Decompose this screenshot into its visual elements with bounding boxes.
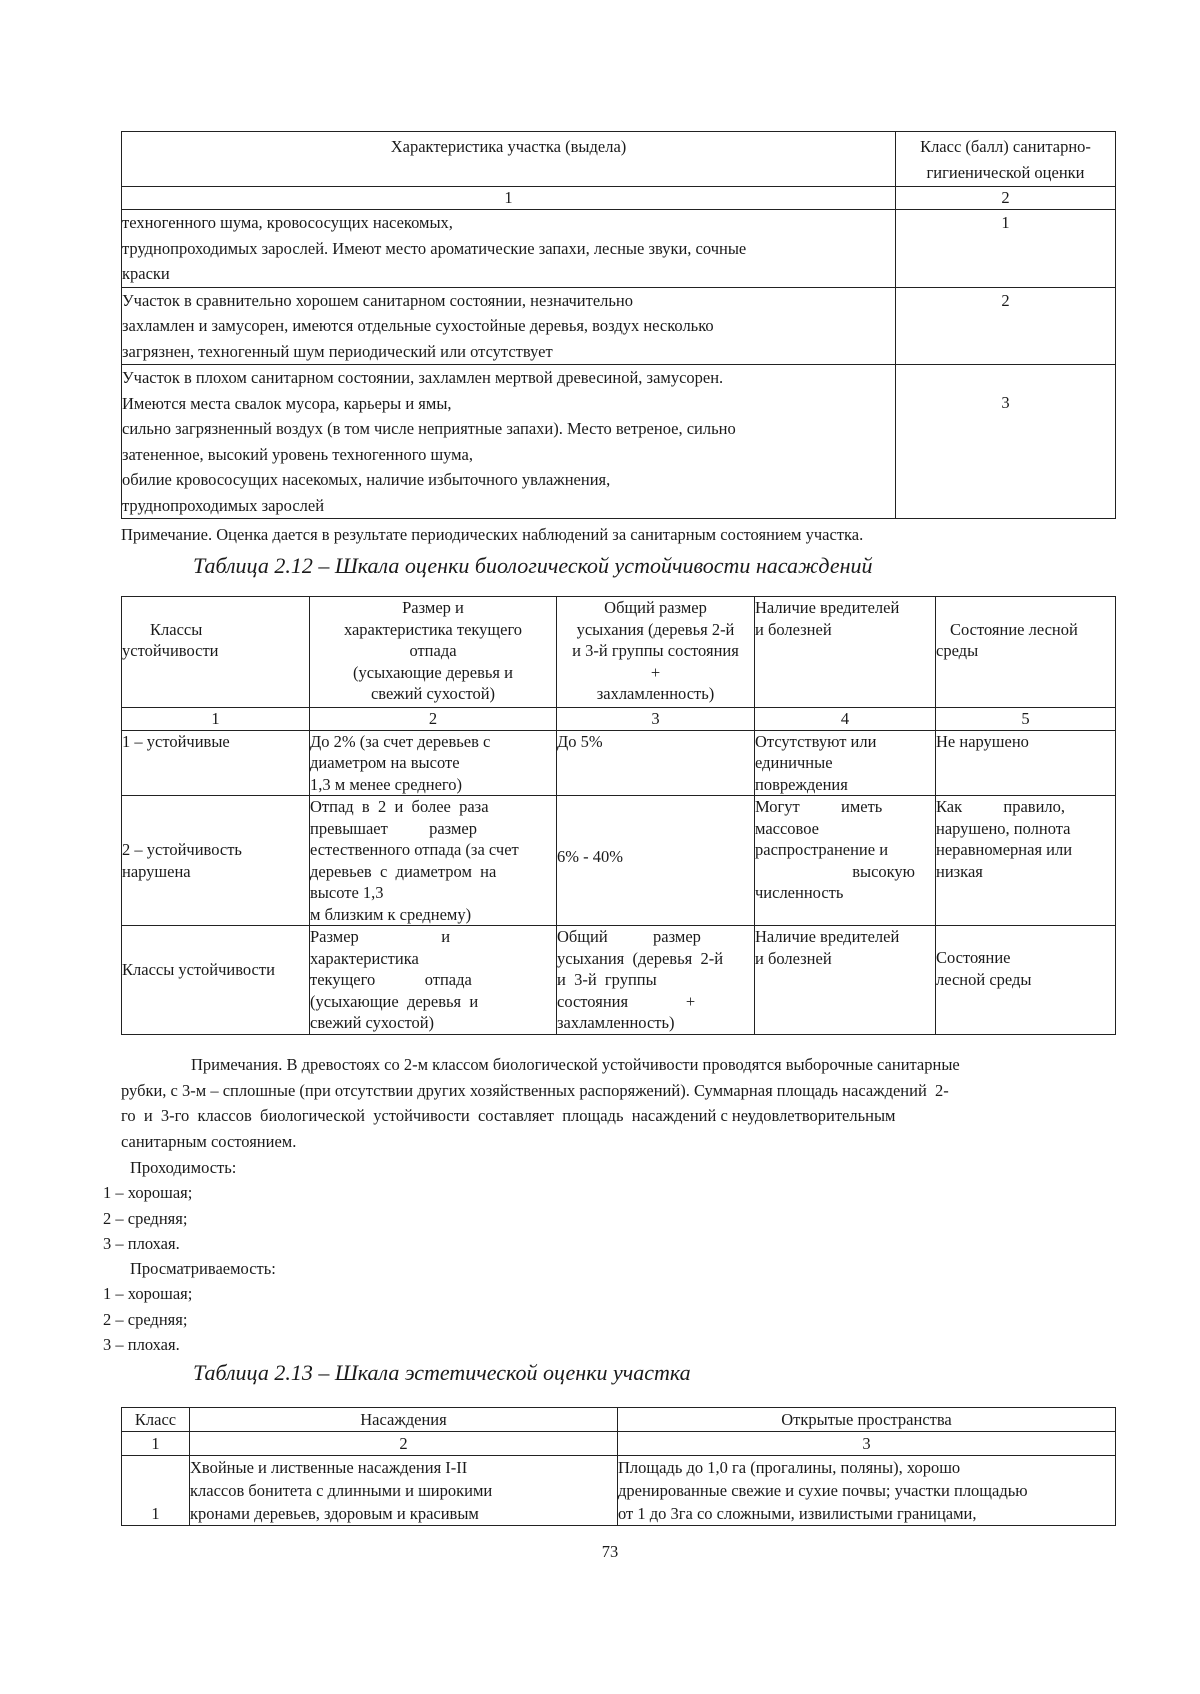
text-line: и болезней xyxy=(755,948,832,968)
text-line: го и 3-го классов биологической устойчивости составляет площадь насаждений с неудовлетворительным xyxy=(121,1106,896,1125)
current-loss-cell xyxy=(310,796,557,926)
row-class: 2 xyxy=(896,287,1116,365)
column-number-row xyxy=(122,1432,1116,1456)
stands-cell xyxy=(190,1456,618,1526)
notes-paragraph xyxy=(121,1052,1115,1154)
text-line: Примечания. В древостоях со 2-м классом биологической устойчивости проводятся выборочные санитарные xyxy=(191,1055,960,1074)
header-forest-environment xyxy=(936,597,1116,708)
aesthetic-scale-table xyxy=(121,1407,1116,1526)
list-item: 2 – средняя; xyxy=(103,1208,188,1228)
text-line: (усыхающие деревья и xyxy=(310,991,479,1011)
text-line: Как правило, xyxy=(936,797,1066,816)
header-line: Размер и xyxy=(402,598,464,617)
text-line: высокую xyxy=(852,861,915,881)
text-line: 1,3 м менее среднего) xyxy=(310,774,463,794)
text-line: кронами деревьев, здоровым и красивым xyxy=(190,1504,479,1523)
text-line: низкая xyxy=(936,861,983,881)
text-line: м близким к среднему) xyxy=(310,904,472,924)
forest-environment-cell xyxy=(936,926,1116,1035)
text-line: высоте 1,3 xyxy=(310,883,384,902)
column-number-row xyxy=(122,708,1116,731)
header-stability-class xyxy=(122,597,310,708)
header-line: отпада xyxy=(409,641,457,660)
header-line: устойчивости xyxy=(122,641,219,660)
text-line: численность xyxy=(755,883,844,902)
text-line: Классы устойчивости xyxy=(122,960,275,979)
header-line: (усыхающие деревья и xyxy=(353,662,513,682)
col-number: 1 xyxy=(122,708,310,731)
text-line: Площадь до 1,0 га (прогалины, поляны), хорошо xyxy=(618,1458,961,1477)
table-row xyxy=(122,287,1116,365)
col-number: 1 xyxy=(122,187,896,210)
text-line: захламленность) xyxy=(557,1013,675,1032)
total-drying-cell xyxy=(557,796,755,926)
header-line: усыхания (деревья 2-й xyxy=(576,619,735,639)
total-drying-cell xyxy=(557,926,755,1035)
col-number: 2 xyxy=(190,1432,618,1456)
text-line: распространение и xyxy=(755,840,889,859)
list-item: 1 – хорошая; xyxy=(103,1183,193,1202)
sanitary-assessment-table xyxy=(121,131,1116,519)
pests-cell xyxy=(755,730,936,796)
table-row xyxy=(122,365,1116,519)
table-row xyxy=(122,796,1116,926)
table-caption-2-13: Таблица 2.13 – Шкала эстетической оценки участка xyxy=(193,1360,691,1385)
stability-scale-table xyxy=(121,596,1116,1035)
passability-list xyxy=(103,1180,192,1257)
header-class xyxy=(896,132,1116,187)
table-header-row xyxy=(122,1408,1116,1432)
col-number: 4 xyxy=(755,708,936,731)
text-line: сильно загрязненный воздух (в том числе неприятные запахи). Место ветреное, сильно xyxy=(122,419,736,438)
header-line: Классы xyxy=(150,619,203,639)
header-line: + xyxy=(650,662,661,682)
header-open-spaces: Открытые пространства xyxy=(618,1408,1116,1432)
row-class: 3 xyxy=(896,365,1116,519)
text-line: техногенного шума, кровососущих насекомых, xyxy=(122,213,453,232)
header-line: Общий размер xyxy=(604,598,707,617)
text-line: санитарным состоянием. xyxy=(121,1131,297,1151)
header-pests xyxy=(755,597,936,708)
text-line: естественного отпада (за счет xyxy=(310,840,519,859)
text-line: обилие кровососущих насекомых, наличие избыточного увлажнения, xyxy=(122,470,611,489)
col-number: 3 xyxy=(618,1432,1116,1456)
text-line: Наличие вредителей xyxy=(755,927,900,946)
pests-cell xyxy=(755,796,936,926)
text-line: классов бонитета с длинными и широкими xyxy=(190,1481,493,1500)
text-line: состояния + xyxy=(557,991,696,1011)
header-line: и 3-й группы состояния xyxy=(572,641,739,660)
text-line: неравномерная или xyxy=(936,840,1073,859)
row-description xyxy=(122,287,896,365)
text-line: краски xyxy=(122,264,170,283)
text-line: труднопроходимых зарослей xyxy=(122,495,325,515)
header-total-drying xyxy=(557,597,755,708)
col-number: 3 xyxy=(557,708,755,731)
text-line: нарушена xyxy=(122,861,191,881)
row-description xyxy=(122,210,896,288)
table-row xyxy=(122,210,1116,288)
text-line: затененное, высокий уровень техногенного шума, xyxy=(122,444,473,464)
text-line: Хвойные и лиственные насаждения I-II xyxy=(190,1458,468,1477)
text-line: Участок в плохом санитарном состоянии, захламлен мертвой древесиной, замусорен. xyxy=(122,368,724,387)
col-number: 2 xyxy=(310,708,557,731)
text-line: лесной среды xyxy=(936,969,1032,989)
text-line: свежий сухостой) xyxy=(310,1013,435,1032)
header-line xyxy=(122,597,309,619)
total-drying-cell: До 5% xyxy=(557,730,755,796)
header-line xyxy=(936,597,1115,619)
stability-class-cell xyxy=(122,796,310,926)
table-caption-2-12: Таблица 2.12 – Шкала оценки биологической устойчивости насаждений xyxy=(193,553,873,578)
text-line: массовое xyxy=(755,818,820,838)
header-line: и болезней xyxy=(755,619,832,639)
table-row xyxy=(122,926,1116,1035)
current-loss-cell xyxy=(310,926,557,1035)
table-header-row xyxy=(122,597,1116,708)
text-line: текущего отпада xyxy=(310,970,472,989)
list-item: 2 – средняя; xyxy=(103,1309,188,1329)
open-spaces-cell xyxy=(618,1456,1116,1526)
text-line: от 1 до 3га со сложными, извилистыми границами, xyxy=(618,1504,977,1523)
text-line: и 3-й группы xyxy=(557,970,657,989)
text-line: 6% - 40% xyxy=(557,846,623,866)
list-item: 3 – плохая. xyxy=(103,1335,180,1354)
col-number: 1 xyxy=(122,1432,190,1456)
text-line: Отпад в 2 и более раза xyxy=(310,797,489,816)
text-line: диаметром на высоте xyxy=(310,753,460,772)
row-description xyxy=(122,365,896,519)
text-line: труднопроходимых зарослей. Имеют место ароматические запахи, лесные звуки, сочные xyxy=(122,238,747,258)
visibility-title: Просматриваемость: xyxy=(130,1259,276,1278)
header-line: свежий сухостой) xyxy=(370,684,496,703)
text-line: До 2% (за счет деревьев с xyxy=(310,731,491,751)
text-line: единичные xyxy=(755,753,833,772)
current-loss-cell xyxy=(310,730,557,796)
text-line: повреждения xyxy=(755,774,848,794)
stability-class-cell xyxy=(122,926,310,1035)
text-line: загрязнен, техногенный шум периодический или отсутствует xyxy=(122,341,553,361)
stability-class-cell: 1 – устойчивые xyxy=(122,730,310,796)
table-row xyxy=(122,730,1116,796)
text-line: Имеются места свалок мусора, карьеры и ямы, xyxy=(122,393,452,413)
text-line: рубки, с 3-м – сплошные (при отсутствии других хозяйственных распоряжений). Суммарная площадь насаждений 2- xyxy=(121,1080,949,1100)
passability-title: Проходимость: xyxy=(130,1158,237,1177)
text-line: Участок в сравнительно хорошем санитарном состоянии, незначительно xyxy=(122,290,634,310)
text-line: превышает размер xyxy=(310,818,477,838)
class-cell: 1 xyxy=(122,1456,190,1526)
table-note: Примечание. Оценка дается в результате периодических наблюдений за санитарным состоянием участка. xyxy=(121,525,864,544)
header-line: Наличие вредителей xyxy=(755,598,900,617)
table-row xyxy=(122,1456,1116,1526)
header-characteristic: Характеристика участка (выдела) xyxy=(122,132,896,187)
header-stands: Насаждения xyxy=(190,1408,618,1432)
text-line: усыхания (деревья 2-й xyxy=(557,948,724,968)
text-line: 2 – устойчивость xyxy=(122,840,242,859)
header-line: захламленность) xyxy=(596,684,715,703)
forest-environment-cell: Не нарушено xyxy=(936,730,1116,796)
header-class-line: Класс (балл) санитарно- xyxy=(920,137,1091,156)
col-number: 5 xyxy=(936,708,1116,731)
text-line: Общий размер xyxy=(557,927,701,946)
text-line: дренированные свежие и сухие почвы; участки площадью xyxy=(618,1481,1028,1500)
pests-cell xyxy=(755,926,936,1035)
header-class: Класс xyxy=(122,1408,190,1432)
header-line: характеристика текущего xyxy=(343,619,523,639)
forest-environment-cell xyxy=(936,796,1116,926)
text-line: Состояние xyxy=(936,948,1011,967)
header-line: Состояние лесной xyxy=(950,619,1078,639)
col-number: 2 xyxy=(896,187,1116,210)
text-line: характеристика xyxy=(310,948,419,968)
text-line: нарушено, полнота xyxy=(936,818,1071,838)
text-line: деревьев с диаметром на xyxy=(310,861,497,881)
text-line: Отсутствуют или xyxy=(755,731,877,751)
header-current-loss xyxy=(310,597,557,708)
visibility-list xyxy=(103,1281,192,1358)
header-class-line: гигиенической оценки xyxy=(926,162,1085,182)
text-line: Размер и xyxy=(310,927,451,946)
text-line: Могут иметь xyxy=(755,797,883,816)
header-line: среды xyxy=(936,641,979,660)
page-number: 73 xyxy=(601,1542,619,1561)
text-line: захламлен и замусорен, имеются отдельные сухостойные деревья, воздух несколько xyxy=(122,316,714,335)
column-number-row xyxy=(122,187,1116,210)
table-header-row xyxy=(122,132,1116,187)
list-item: 1 – хорошая; xyxy=(103,1284,193,1303)
list-item: 3 – плохая. xyxy=(103,1234,180,1253)
row-class: 1 xyxy=(896,210,1116,288)
